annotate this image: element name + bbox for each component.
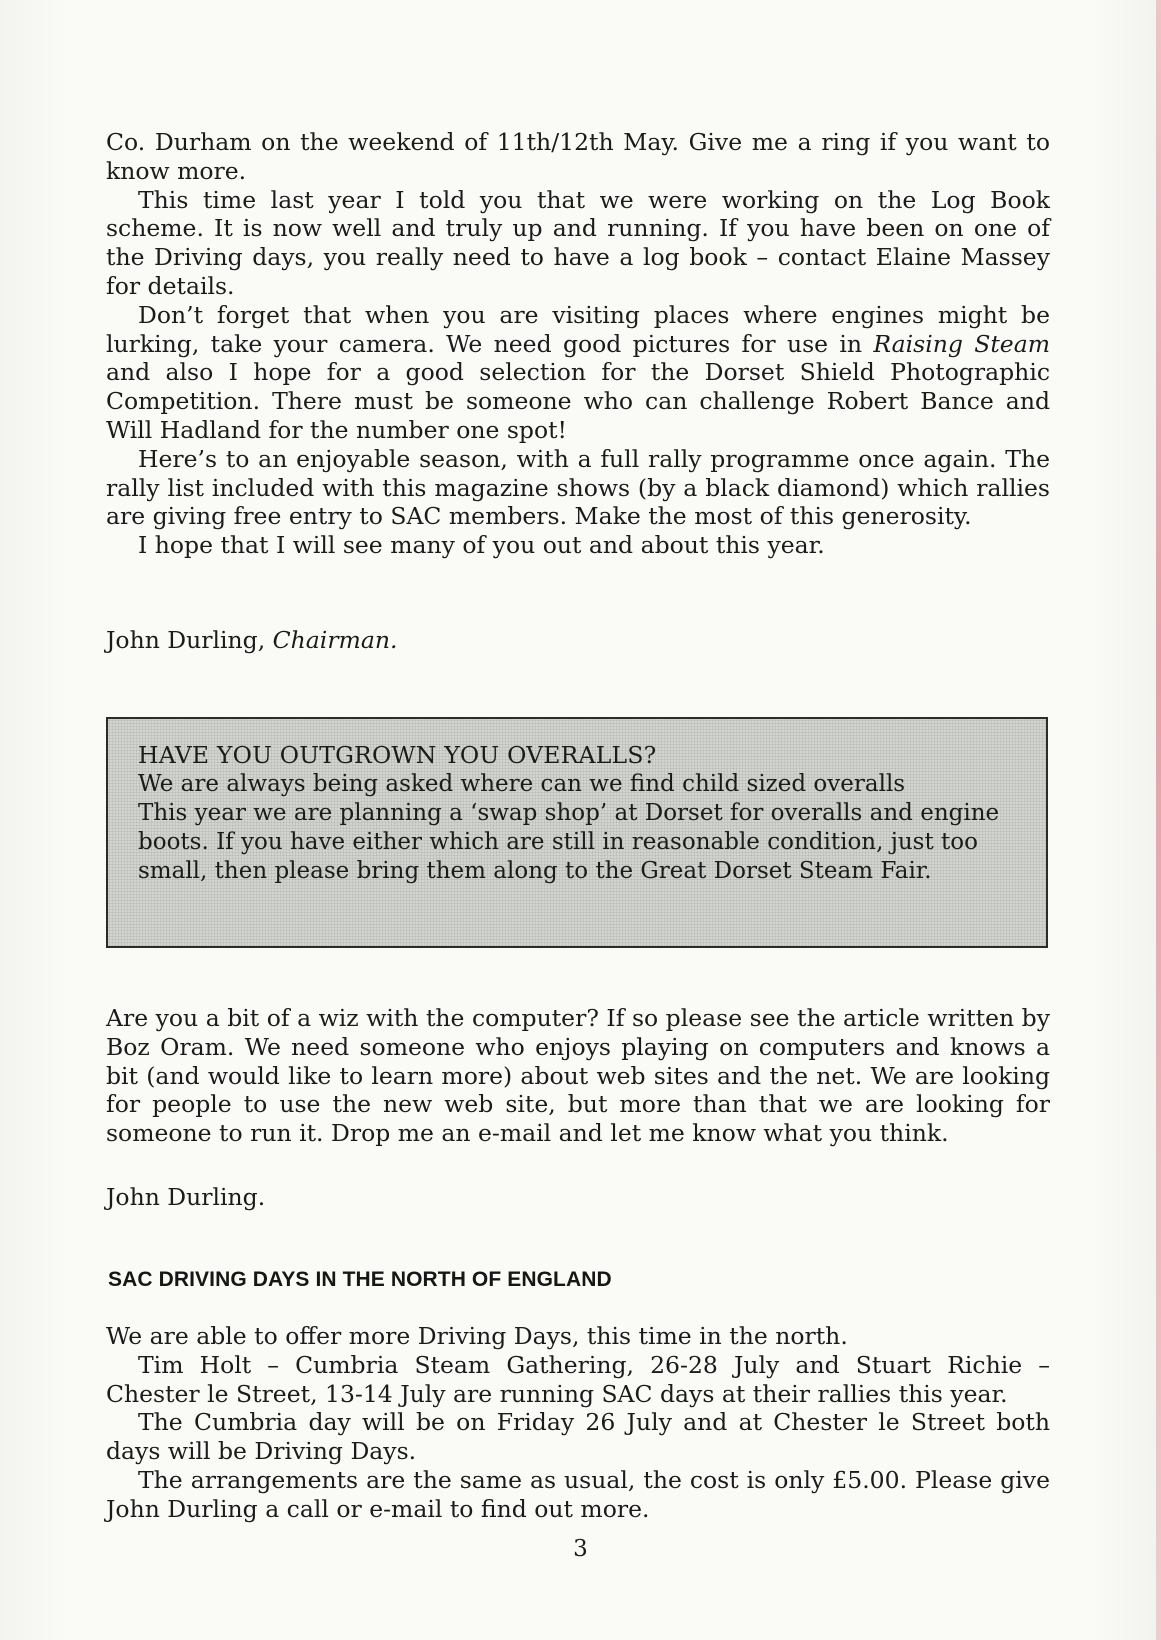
- driving-paragraph-4: The arrangements are the same as usual, the cost is only £5.00. Please give John Durling a call or e-mail to find out more.: [106, 1465, 1050, 1523]
- computer-section: [106, 1004, 1050, 1148]
- signature-chairman: [106, 626, 1050, 655]
- intro-paragraph-5: I hope that I will see many of you out and about this year.: [138, 531, 825, 560]
- magazine-title: Raising Steam: [873, 329, 1050, 358]
- intro-section: [106, 128, 1050, 560]
- driving-paragraph-3: The Cumbria day will be on Friday 26 July and at Chester le Street both days will be Driving Days.: [106, 1408, 1050, 1466]
- computer-paragraph: Are you a bit of a wiz with the computer? If so please see the article written by Boz Oram. We need someone who enjoys playing on computers and knows a bit (and would like to learn more) about web sites and the net. We are looking for people to use the new web site, but more than that we are looking for someone to run it. Drop me an e-mail and let me know what you think.: [106, 1004, 1050, 1148]
- signature-title: Chairman.: [272, 626, 398, 654]
- overalls-notice-box: [106, 717, 1048, 948]
- intro-paragraph-3-end: and also I hope for a good selection for the Dorset Shield Photographic Competition. There must be someone who can challenge Robert Bance and Will Hadland for the number one spot!: [106, 358, 1050, 444]
- signature-2-text: John Durling.: [106, 1183, 266, 1211]
- intro-paragraph-1: Co. Durham on the weekend of 11th/12th May. Give me a ring if you want to know more.: [106, 128, 1050, 185]
- notice-body: This year we are planning a ‘swap shop’ at Dorset for overalls and engine boots. If you have either which are still in reasonable condition, just too small, then please bring them along to the Great Dorset Steam Fair.: [138, 800, 1000, 884]
- intro-paragraph-3: [106, 301, 1050, 445]
- page-number: 3: [573, 1536, 588, 1562]
- signature-name: John Durling,: [106, 626, 273, 654]
- intro-paragraph-2: This time last year I told you that we were working on the Log Book scheme. It is now well and truly up and running. If you have been on one of the Driving days, you really need to have a log book – contact Elaine Massey for details.: [106, 185, 1050, 300]
- notice-line-1: We are always being asked where can we find child sized overalls: [138, 771, 906, 797]
- driving-paragraph-2: Tim Holt – Cumbria Steam Gathering, 26-28 July and Stuart Richie – Chester le Street, 13-14 July are running SAC days at their rallies this year.: [106, 1350, 1050, 1408]
- intro-paragraph-4: Here’s to an enjoyable season, with a full rally programme once again. The rally list included with this magazine shows (by a black diamond) which rallies are giving free entry to SAC members. Make the most of this generosity.: [106, 444, 1050, 531]
- page-edge: [1156, 0, 1161, 1640]
- signature-2: [106, 1183, 1050, 1212]
- driving-days-heading: SAC DRIVING DAYS IN THE NORTH OF ENGLAND: [108, 1268, 612, 1291]
- intro-paragraph-3-start: Don’t forget that when you are visiting places where engines might be lurking, take your camera. We need good pictures for use in: [106, 300, 1050, 358]
- notice-title: HAVE YOU OUTGROWN YOU OVERALLS?: [138, 741, 657, 769]
- driving-days-section: [106, 1322, 1050, 1524]
- driving-paragraph-1: We are able to offer more Driving Days, this time in the north.: [106, 1322, 848, 1350]
